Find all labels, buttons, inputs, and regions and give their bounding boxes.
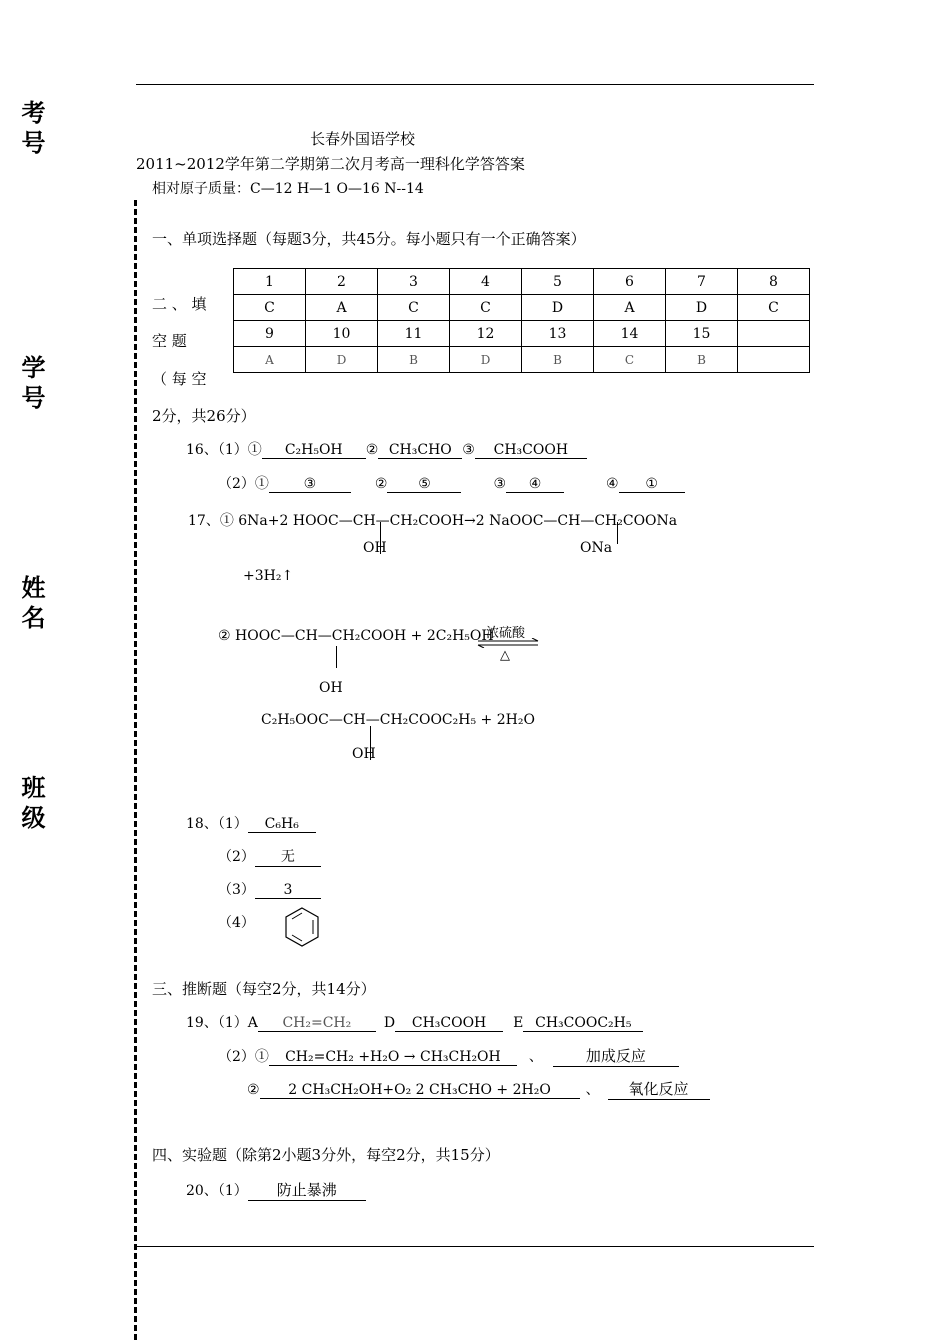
q17-oh-1: OH (363, 540, 387, 556)
table-cell: A (306, 295, 378, 321)
q16-mark-3: ③ (462, 442, 475, 458)
table-row (234, 269, 810, 295)
q19-mark-2: ② (247, 1082, 260, 1098)
q20-prefix: 20、（1） (186, 1183, 248, 1199)
answer-table (233, 268, 810, 373)
name-label: 姓名 (17, 575, 46, 635)
exam-number-label: 考号 (17, 100, 46, 160)
q19-answer-d: CH₃COOH (395, 1015, 503, 1032)
bottom-rule (136, 1246, 814, 1247)
q16-mark-2: ② (365, 442, 379, 458)
table-cell (738, 347, 810, 373)
q19-label-e: E (513, 1015, 524, 1031)
table-cell: 11 (378, 321, 450, 347)
q18-answer-1: C₆H₆ (248, 816, 316, 833)
q18-part3: （3） (218, 882, 255, 898)
table-cell: D (666, 295, 738, 321)
section4-title: 四、实验题（除第2小题3分外，每空2分，共15分） (152, 1146, 500, 1164)
q17-catalyst: 浓硫酸 (486, 626, 526, 641)
section2-label-2: 空 题 (152, 332, 187, 350)
q17-oh-3: OH (352, 746, 376, 762)
benzene-ring-icon (283, 906, 321, 948)
table-cell (738, 321, 810, 347)
q19-reaction-type-1: 加成反应 (553, 1045, 679, 1067)
q19-line1 (186, 1012, 643, 1032)
table-cell: C (594, 347, 666, 373)
atomic-mass-line: 相对原子质量：C—12 H—1 O—16 N--14 (152, 181, 424, 197)
class-label: 班级 (17, 775, 46, 835)
section2-label-3: （ 每 空 (152, 370, 207, 388)
table-cell: C (738, 295, 810, 321)
section2-label-cont: 2分，共26分） (152, 407, 256, 425)
table-cell: 14 (594, 321, 666, 347)
table-cell: 2 (306, 269, 378, 295)
q16-part2-mark-3: ③ (493, 476, 507, 492)
q19-separator-1: 、 (528, 1049, 543, 1065)
table-cell: B (378, 347, 450, 373)
table-cell: 9 (234, 321, 306, 347)
q18-line1 (186, 813, 316, 833)
q16-part2-answer-1: ③ (269, 476, 351, 493)
table-cell: 4 (450, 269, 522, 295)
q16-answer-2: CH₃CHO (378, 442, 462, 459)
q18-answer-3: 3 (255, 882, 321, 899)
section1-title: 一、单项选择题（每题3分，共45分。每小题只有一个正确答案） (152, 230, 586, 248)
section2-label-1: 二 、 填 (152, 295, 207, 313)
q18-part2: （2） (218, 849, 255, 865)
q16-line2 (218, 473, 685, 493)
q19-part2-prefix: （2）① (218, 1049, 269, 1065)
table-cell: 12 (450, 321, 522, 347)
q19-equation-1: CH₂=CH₂ +H₂O → CH₃CH₂OH (269, 1049, 517, 1066)
q16-part2-answer-2: ⑤ (387, 476, 461, 493)
table-cell: B (522, 347, 594, 373)
table-cell: A (594, 295, 666, 321)
table-cell: 7 (666, 269, 738, 295)
q17-bond-2 (617, 522, 618, 544)
q16-part2-answer-3: ④ (506, 476, 564, 493)
q17-equation-2: ② HOOC—CH—CH₂COOH + 2C₂H₅OH (218, 628, 494, 644)
q18-prefix: 18、（1） (186, 816, 248, 832)
table-cell: 6 (594, 269, 666, 295)
q17-bond-3 (336, 646, 337, 668)
table-cell: C (450, 295, 522, 321)
q16-answer-1: C₂H₅OH (262, 442, 366, 459)
table-cell: 15 (666, 321, 738, 347)
q19-label-d: D (383, 1015, 396, 1031)
reversible-arrow-icon (476, 638, 540, 648)
table-cell: A (234, 347, 306, 373)
q18-line3 (218, 879, 321, 899)
table-cell: B (666, 347, 738, 373)
table-cell: D (306, 347, 378, 373)
q18-part4: （4） (218, 915, 255, 931)
q19-prefix: 19、（1）A (186, 1015, 258, 1031)
q16-part2-prefix: （2）① (218, 476, 269, 492)
section3-title: 三、推断题（每空2分，共14分） (152, 980, 376, 998)
q17-oh-2: OH (319, 680, 343, 696)
q16-part2-mark-4: ④ (606, 476, 619, 492)
q19-separator-2: 、 (585, 1082, 600, 1098)
q19-answer-a: CH₂=CH₂ (258, 1015, 376, 1032)
q17-ona: ONa (580, 540, 613, 556)
q17-heat: △ (500, 648, 510, 663)
q18-line2 (218, 846, 321, 867)
q16-part2-mark-2: ② (374, 476, 388, 492)
binding-line (134, 200, 137, 1340)
top-rule (136, 84, 814, 85)
q19-line2 (218, 1045, 679, 1067)
q20-line1 (186, 1179, 366, 1201)
table-cell: D (450, 347, 522, 373)
q17-equation-1: 17、① 6Na+2 HOOC—CH—CH₂COOH→2 NaOOC—CH—CH₂COONa (188, 513, 678, 529)
page-title: 2011~2012学年第二学期第二次月考高一理科化学答答案 (136, 155, 525, 173)
q16-part2-answer-4: ① (619, 476, 685, 493)
q17-equation-3: C₂H₅OOC—CH—CH₂COOC₂H₅ + 2H₂O (261, 712, 535, 728)
table-row (234, 295, 810, 321)
table-cell: 13 (522, 321, 594, 347)
table-cell: 8 (738, 269, 810, 295)
q19-reaction-type-2: 氧化反应 (608, 1078, 710, 1100)
table-cell: C (234, 295, 306, 321)
table-cell: 1 (234, 269, 306, 295)
q19-line3 (247, 1078, 710, 1100)
table-cell: 3 (378, 269, 450, 295)
q19-equation-2: 2 CH₃CH₂OH+O₂ 2 CH₃CHO + 2H₂O (260, 1082, 580, 1099)
table-cell: 10 (306, 321, 378, 347)
table-row (234, 321, 810, 347)
table-cell: 5 (522, 269, 594, 295)
student-number-label: 学号 (17, 355, 46, 415)
table-row (234, 347, 810, 373)
q19-answer-e: CH₃COOC₂H₅ (523, 1015, 643, 1032)
q18-answer-2: 无 (255, 846, 321, 867)
school-name: 长春外国语学校 (310, 130, 416, 148)
q16-answer-3: CH₃COOH (475, 442, 587, 459)
table-cell: D (522, 295, 594, 321)
q16-line1 (186, 439, 587, 459)
table-cell: C (378, 295, 450, 321)
q17-hydrogen: +3H₂↑ (243, 568, 294, 584)
q20-answer-1: 防止暴沸 (248, 1179, 366, 1201)
q16-prefix: 16、（1）① (186, 442, 262, 458)
